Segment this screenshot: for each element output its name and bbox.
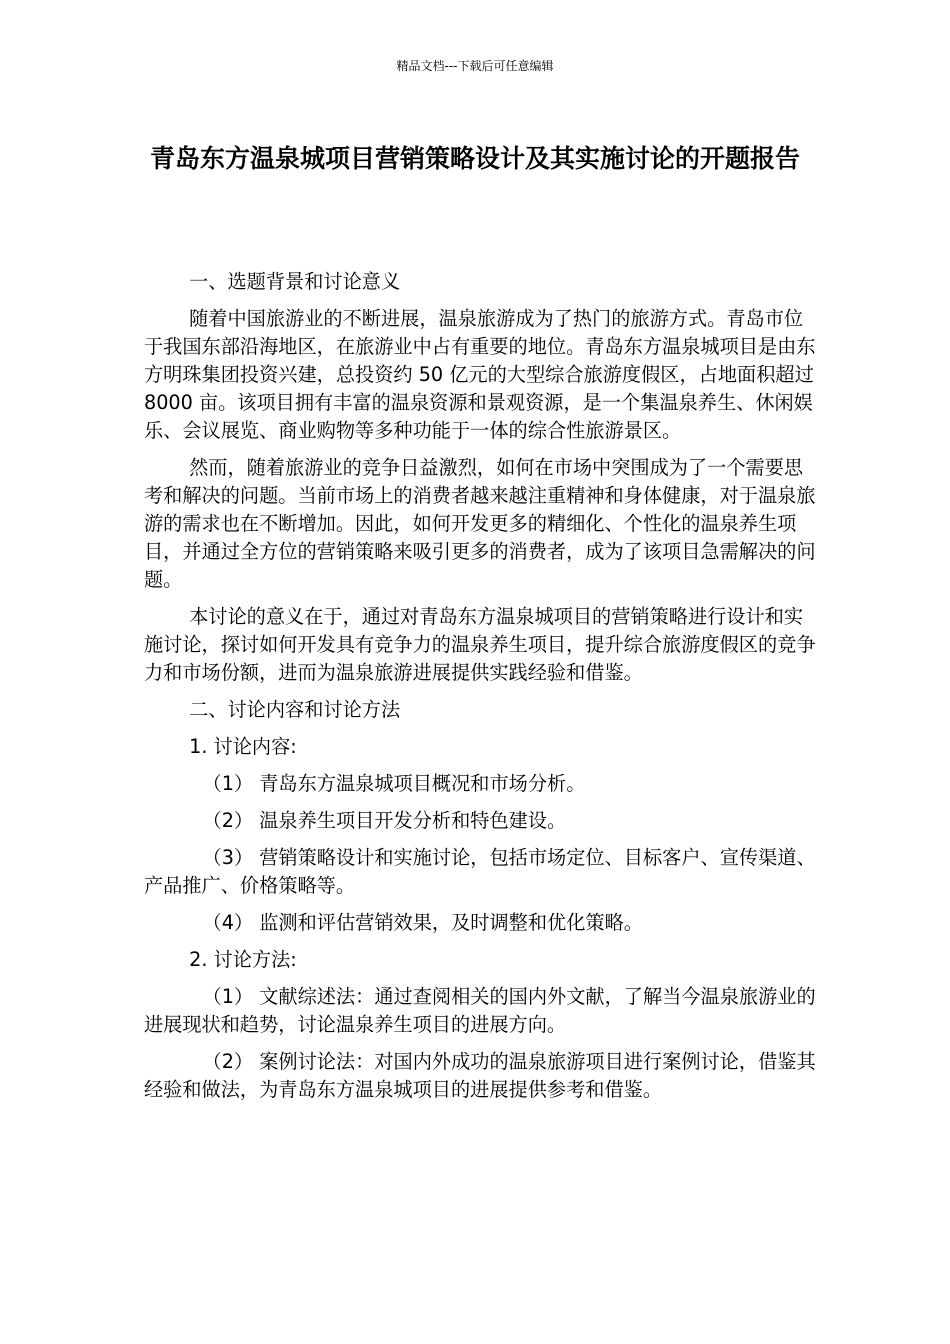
method-item-2: （2） 案例讨论法：对国内外成功的温泉旅游项目进行案例讨论，借鉴其经验和做法，为青岛东方温泉城项目的进展提供参考和借鉴。 — [144, 1050, 816, 1101]
paragraph-background: 随着中国旅游业的不断进展，温泉旅游成为了热门的旅游方式。青岛市位于我国东部沿海地区，在旅游业中占有重要的地位。青岛东方温泉城项目是由东方明珠集团投资兴建，总投资约 50 亿元的大型综合旅游度假区，占地面积超过 8000 亩。该项目拥有丰富的温泉资源和景观资源，是一个集温泉养生、休闲娱乐、会议展览、商业购物等多种功能于一体的综合性旅游景区。 — [144, 307, 816, 442]
subheading-methods: 2. 讨论方法: — [189, 948, 297, 971]
header-watermark: 精品文档---下载后可任意编辑 — [396, 59, 554, 73]
document-title: 青岛东方温泉城项目营销策略设计及其实施讨论的开题报告 — [149, 144, 800, 173]
content-item-4: （4） 监测和评估营销效果，及时调整和优化策略。 — [202, 911, 643, 934]
content-item-2: （2） 温泉养生项目开发分析和特色建设。 — [202, 809, 567, 832]
section-heading-background: 一、选题背景和讨论意义 — [189, 270, 401, 293]
subheading-content: 1. 讨论内容: — [189, 735, 297, 758]
section-heading-content-methods: 二、讨论内容和讨论方法 — [189, 698, 401, 721]
paragraph-competition: 然而，随着旅游业的竞争日益激烈，如何在市场中突围成为了一个需要思考和解决的问题。当前市场上的消费者越来越注重精神和身体健康，对于温泉旅游的需求也在不断增加。因此，如何开发更多的精细化、个性化的温泉养生项目，并通过全方位的营销策略来吸引更多的消费者，成为了该项目急需解决的问题。 — [144, 456, 816, 591]
content-item-1: （1） 青岛东方温泉城项目概况和市场分析。 — [202, 772, 586, 795]
content-item-3: （3） 营销策略设计和实施讨论，包括市场定位、目标客户、宣传渠道、产品推广、价格策略等。 — [144, 846, 816, 897]
method-item-1: （1） 文献综述法：通过查阅相关的国内外文献，了解当今温泉旅游业的进展现状和趋势，讨论温泉养生项目的进展方向。 — [144, 985, 816, 1036]
paragraph-significance: 本讨论的意义在于，通过对青岛东方温泉城项目的营销策略进行设计和实施讨论，探讨如何开发具有竞争力的温泉养生项目，提升综合旅游度假区的竞争力和市场份额，进而为温泉旅游进展提供实践经验和借鉴。 — [144, 605, 816, 684]
document-body — [144, 268, 816, 1113]
